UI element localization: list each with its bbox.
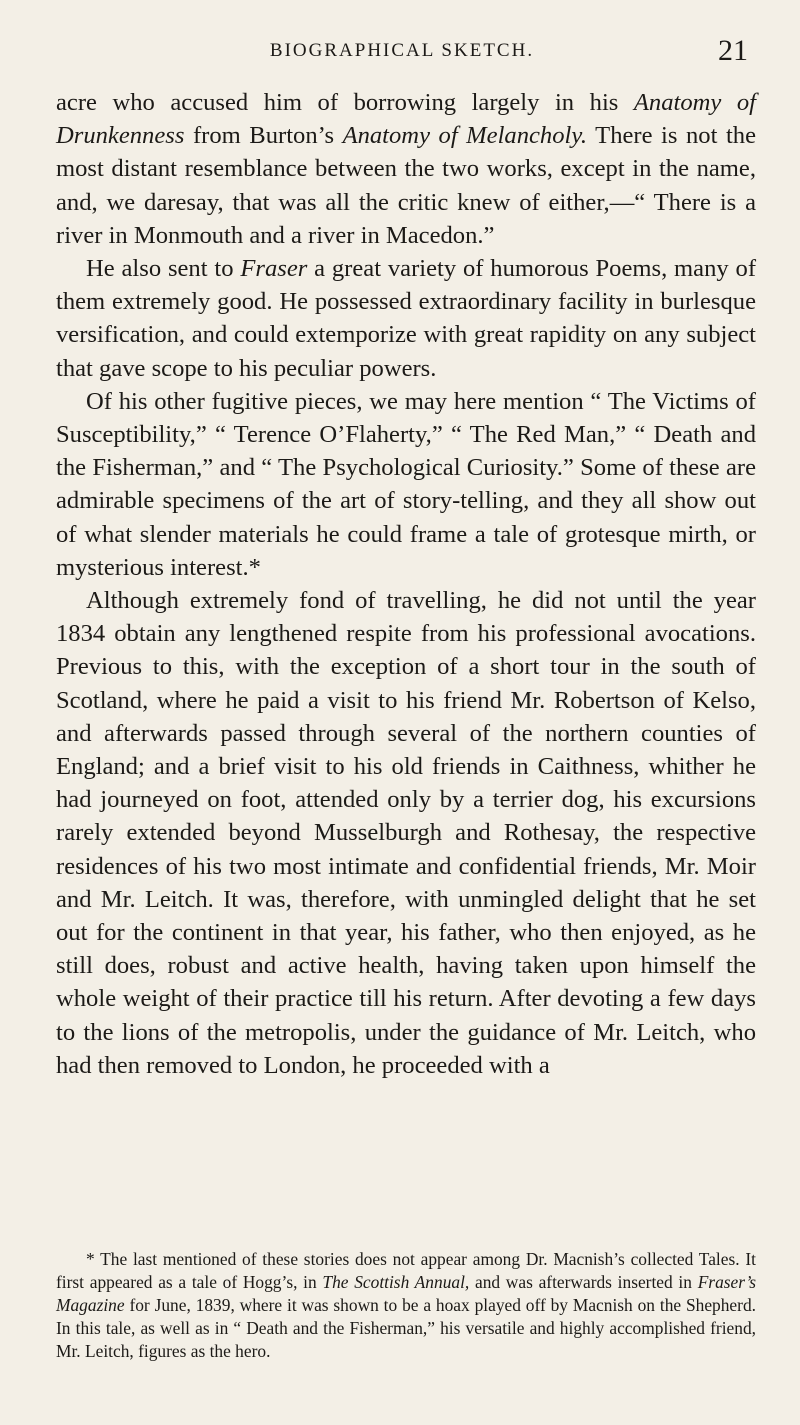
text-run: for June, 1839, where it was shown to be a hoax played off by Macnish on the Shepherd. In this tale, as well as in “ Death and the Fisherman,” his versatile and highly accomplished friend, Mr. Leitch, figures as the hero.	[56, 1295, 756, 1361]
running-title: BIOGRAPHICAL SKETCH.	[269, 40, 535, 61]
text-run: from Burton’s	[184, 122, 343, 150]
text-run: There is not the most distant resemblance between the two works, except in the name, and, we daresay, that was all the critic knew of either,—“ There is a river in Monmouth and a river in Macedon.”	[56, 122, 756, 249]
text-run: He also sent to	[86, 255, 241, 283]
text-run: * The last mentioned of these stories does not appear among Dr. Macnish’s collected Tales. It first appeared as a tale of Hogg’s, in	[56, 1249, 756, 1292]
magazine-title: Fraser	[240, 255, 308, 283]
running-head	[56, 34, 748, 68]
footnote	[56, 1248, 756, 1363]
book-title: Anatomy of Melancholy.	[342, 122, 588, 150]
text-run: acre who accused him of borrowing largely in his	[56, 89, 634, 116]
paragraph-2	[56, 252, 756, 385]
publication-title: The Scottish Annual,	[322, 1272, 470, 1292]
paragraph-1	[56, 86, 756, 252]
paragraph-3: Of his other fugitive pieces, we may here mention “ The Victims of Susceptibility,” “ Terence O’Flaherty,” “ The Red Man,” “ Death and the Fisherman,” and “ The Psychological Curiosity.” Some of these are admirable specimens of the art of story-telling, and they all show out of what slender materials he could frame a tale of grotesque mirth, or mysterious interest.*	[56, 387, 756, 581]
footnote-text	[56, 1248, 756, 1363]
publication-title: Fraser’s Magazine	[56, 1272, 756, 1315]
book-title: Anatomy of Drunkenness	[56, 89, 757, 150]
body-text	[56, 86, 756, 1082]
text-run: a great variety of humorous Poems, many of them extremely good. He possessed extraordinary facility in burlesque versification, and could extemporize with great rapidity on any subject that gave scope to his peculiar powers.	[56, 255, 757, 382]
paragraph-4: Although extremely fond of travelling, he did not until the year 1834 obtain any lengthened respite from his professional avocations. Previous to this, with the exception of a short tour in the south of Scotland, where he paid a visit to his friend Mr. Robertson of Kelso, and afterwards passed through several of the northern counties of England; and a brief visit to his old friends in Caithness, whither he had journeyed on foot, attended only by a terrier dog, his excursions rarely extended beyond Musselburgh and Rothesay, the respective residences of his two most intimate and confidential friends, Mr. Moir and Mr. Leitch. It was, therefore, with unmingled delight that he set out for the continent in that year, his father, who then enjoyed, as he still does, robust and active health, having taken upon himself the whole weight of their practice till his return. After devoting a few days to the lions of the metropolis, under the guidance of Mr. Leitch, who had then removed to London, he proceeded with a	[56, 587, 756, 1079]
text-run: and was afterwards inserted in	[469, 1272, 698, 1292]
page-number: 21	[718, 34, 748, 67]
